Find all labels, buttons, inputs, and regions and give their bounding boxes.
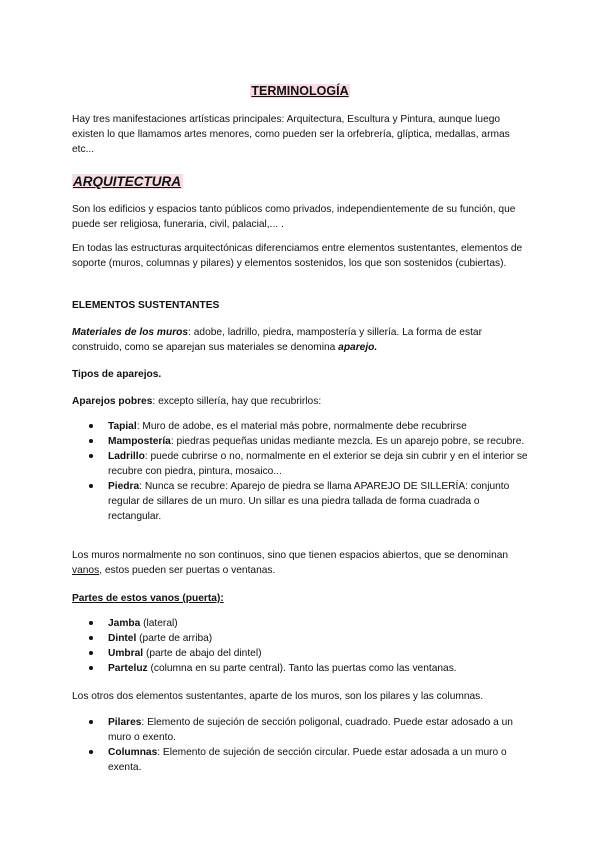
bullet-icon xyxy=(89,720,93,724)
list-item: Mampostería: piedras pequeñas unidas mediante mezcla. Es un aparejo pobre, se recubre. xyxy=(72,434,532,449)
list-item: Tapial: Muro de adobe, es el material más pobre, normalmente debe recubrirse xyxy=(72,419,532,434)
list-item: Piedra: Nunca se recubre: Aparejo de piedra se llama APAREJO DE SILLERÍA: conjunto regular de sillares de un muro. Un sillar es una piedra tallada de forma cuadrada o rectangular. xyxy=(72,479,532,524)
otros-elementos-paragraph: Los otros dos elementos sustentantes, aparte de los muros, son los pilares y las columnas. xyxy=(72,691,484,702)
estructuras-paragraph: En todas las estructuras arquitectónicas diferenciamos entre elementos sustentantes, elementos de soporte (muros, columnas y pilares) y elementos sostenidos, los que son sostenidos (cubiertas). xyxy=(72,243,523,269)
list-item: Umbral (parte de abajo del dintel) xyxy=(72,646,532,661)
materiales-label: Materiales de los muros xyxy=(72,327,189,338)
materiales-paragraph xyxy=(72,325,532,355)
bullet-icon xyxy=(89,484,93,488)
list-item: Parteluz (columna en su parte central). Tanto las puertas como las ventanas. xyxy=(72,661,532,676)
aparejos-pobres-text: : excepto sillería, hay que recubrirlos: xyxy=(152,396,322,407)
bullet-icon xyxy=(89,424,93,428)
vanos-paragraph: Los muros normalmente no son continuos, sino que tienen espacios abiertos, que se denominan vanos, estos pueden ser puertas o ventanas. xyxy=(72,550,509,576)
list-item: Columnas: Elemento de sujeción de sección circular. Puede estar adosada a un muro o exenta. xyxy=(72,745,532,775)
arquitectura-definition: Son los edificios y espacios tanto públicos como privados, independientemente de su función, que puede ser religiosa, funeraria, civil, palacial,... . xyxy=(72,204,516,230)
list-item: Jamba (lateral) xyxy=(72,616,532,631)
bullet-icon xyxy=(89,454,93,458)
page-title: TERMINOLOGÍA xyxy=(251,84,349,98)
bullet-icon xyxy=(89,621,93,625)
bullet-icon xyxy=(89,636,93,640)
vanos-term: vanos xyxy=(72,565,100,576)
bullet-icon xyxy=(89,439,93,443)
materiales-text: : adobe, ladrillo, piedra, mampostería y sillería. La forma de estar construido, como se aparejan sus materiales se denomina xyxy=(72,327,482,353)
list-item: Pilares: Elemento de sujeción de sección poligonal, cuadrado. Puede estar adosado a un muro o exento. xyxy=(72,715,532,745)
list-item: Dintel (parte de arriba) xyxy=(72,631,532,646)
section-heading-arquitectura: ARQUITECTURA xyxy=(73,174,181,189)
aparejo-term: aparejo. xyxy=(338,342,378,353)
heading-elementos-sustentantes: ELEMENTOS SUSTENTANTES xyxy=(72,300,220,311)
aparejos-pobres-label: Aparejos pobres xyxy=(72,396,153,407)
intro-paragraph: Hay tres manifestaciones artísticas principales: Arquitectura, Escultura y Pintura, aunque luego existen lo que llamamos artes menores, como pueden ser la orfebrería, glíptica, medallas, armas etc... xyxy=(72,114,510,155)
bullet-icon xyxy=(89,651,93,655)
heading-partes-vanos: Partes de estos vanos (puerta): xyxy=(72,593,224,604)
list-item: Ladrillo: puede cubrirse o no, normalmente en el exterior se deja sin cubrir y en el interior se recubre con piedra, pintura, mosaico... xyxy=(72,449,532,479)
partes-list xyxy=(72,616,532,676)
soportes-list xyxy=(72,715,532,775)
bullet-icon xyxy=(89,750,93,754)
aparejos-pobres-paragraph xyxy=(72,394,532,409)
heading-tipos-aparejos: Tipos de aparejos. xyxy=(72,369,162,380)
bullet-icon xyxy=(89,666,93,670)
aparejos-list xyxy=(72,419,532,524)
